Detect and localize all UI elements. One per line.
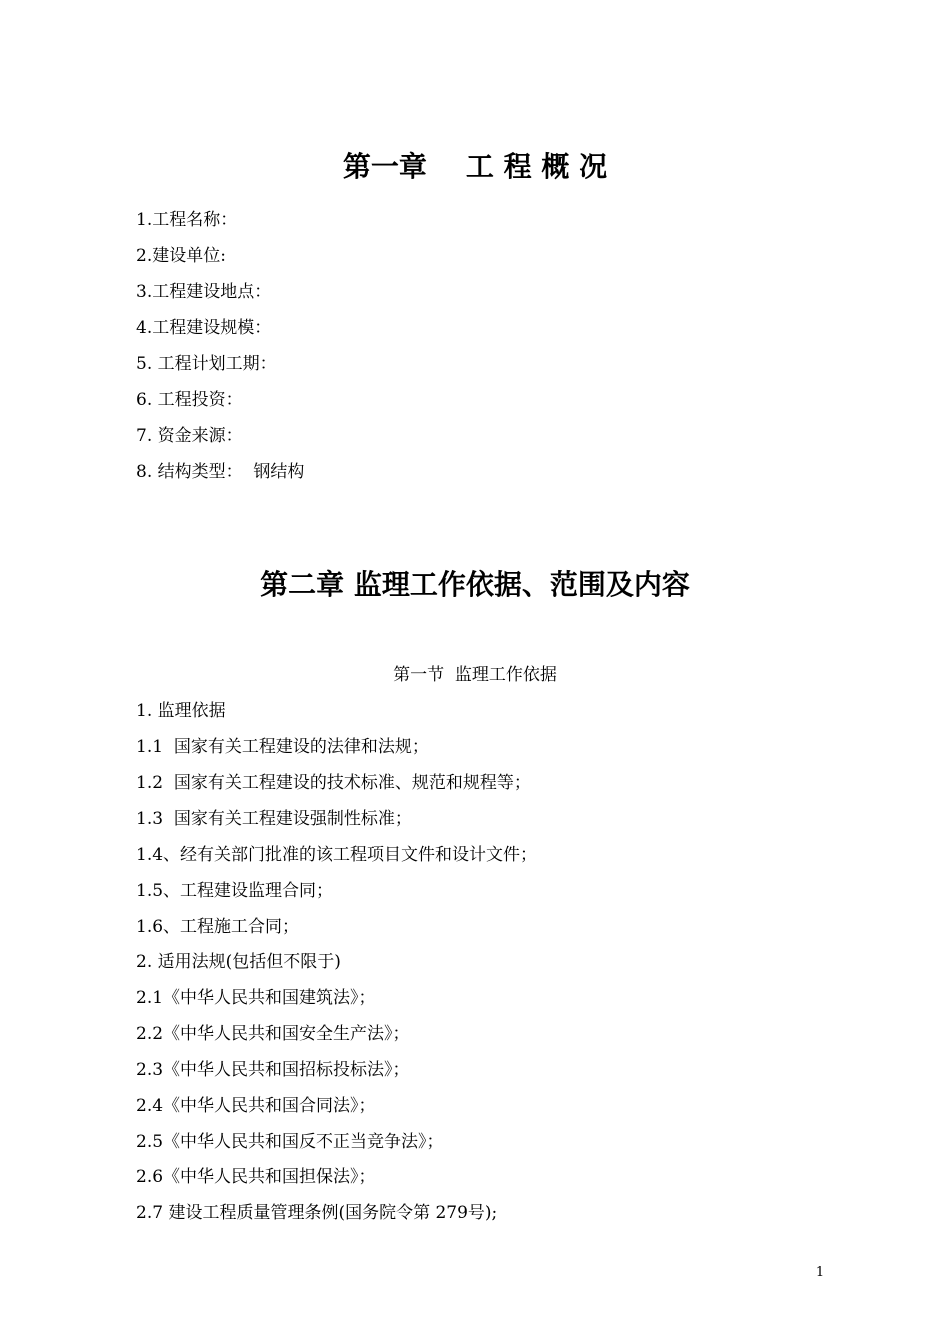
section-1-item: 1.4、经有关部门批准的该工程项目文件和设计文件； xyxy=(136,845,538,865)
chapter-1-item: 6. 工程投资： xyxy=(136,390,243,410)
chapter-1-item: 4.工程建设规模： xyxy=(136,318,272,338)
section-1-item: 2.6《中华人民共和国担保法》； xyxy=(136,1167,376,1187)
section-1-item: 1.3 国家有关工程建设强制性标准； xyxy=(136,809,412,829)
section-1-title: 第一节 监理工作依据 xyxy=(393,665,557,685)
section-1-item: 2.3《中华人民共和国招标投标法》； xyxy=(136,1060,410,1080)
section-1-item: 1.5、工程建设监理合同； xyxy=(136,881,334,901)
section-1-item: 2.2《中华人民共和国安全生产法》； xyxy=(136,1024,410,1044)
chapter-1-item: 1.工程名称： xyxy=(136,210,238,230)
chapter-1-item: 2.建设单位: xyxy=(136,246,226,266)
section-1-item: 1.1 国家有关工程建设的法律和法规； xyxy=(136,737,429,757)
chapter-2-title: 第二章 监理工作依据、范围及内容 xyxy=(260,568,690,601)
page-number: 1 xyxy=(815,1265,825,1280)
chapter-1-item: 8. 结构类型： 钢结构 xyxy=(136,462,305,482)
section-1-item: 2.5《中华人民共和国反不正当竞争法》； xyxy=(136,1132,444,1152)
section-1-item: 2.1《中华人民共和国建筑法》； xyxy=(136,988,376,1008)
section-1-item: 1.2 国家有关工程建设的技术标准、规范和规程等； xyxy=(136,773,531,793)
chapter-1-item: 3.工程建设地点： xyxy=(136,282,272,302)
section-1-item: 2. 适用法规(包括但不限于) xyxy=(136,952,341,972)
section-1-item: 1. 监理依据 xyxy=(136,701,226,721)
section-1-item: 1.6、工程施工合同； xyxy=(136,917,300,937)
chapter-1-item: 5. 工程计划工期： xyxy=(136,354,277,374)
chapter-1-title: 第一章 工 程 概 况 xyxy=(342,150,608,183)
section-1-item: 2.7 建设工程质量管理条例(国务院令第 279号); xyxy=(136,1203,498,1223)
section-1-item: 2.4《中华人民共和国合同法》； xyxy=(136,1096,376,1116)
chapter-1-item: 7. 资金来源： xyxy=(136,426,243,446)
